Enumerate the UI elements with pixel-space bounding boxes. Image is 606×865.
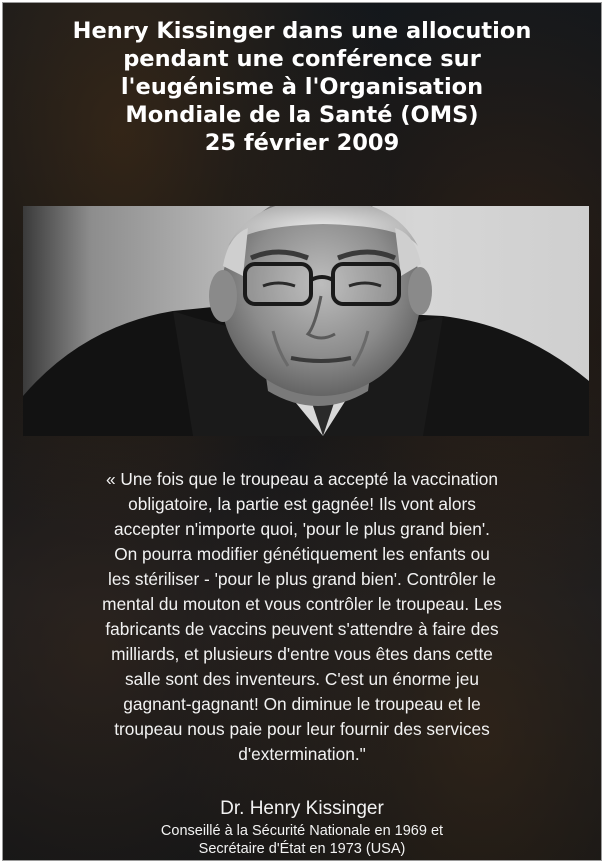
quote-line: gagnant-gagnant! On diminue le troupeau et le xyxy=(123,694,481,714)
quote-line: milliards, et plusieurs d'entre vous êtes dans cette xyxy=(111,644,493,664)
author-name: Dr. Henry Kissinger xyxy=(220,798,384,819)
quote-line: On pourra modifier génétiquement les enfants ou xyxy=(114,544,490,564)
quote-text xyxy=(25,467,579,767)
title-line: 25 février 2009 xyxy=(204,130,400,156)
quote-line: d'extermination." xyxy=(238,744,366,764)
poster-title xyxy=(13,17,591,157)
quote-line: fabricants de vaccins peuvent s'attendre à faire des xyxy=(105,619,499,639)
portrait-photo xyxy=(23,206,589,436)
title-line: Henry Kissinger dans une allocution xyxy=(72,18,532,44)
quote-line: « Une fois que le troupeau a accepté la vaccination xyxy=(106,469,498,489)
quote-line: mental du mouton et vous contrôler le troupeau. Les xyxy=(102,594,502,614)
quote-line: obligatoire, la partie est gagnée! Ils vont alors xyxy=(128,494,476,514)
role-line: Conseillé à la Sécurité Nationale en 1969 et xyxy=(160,823,444,839)
quote-line: troupeau nous paie pour leur fournir des services xyxy=(114,719,490,739)
quote-line: accepter n'importe quoi, 'pour le plus grand bien'. xyxy=(114,519,490,539)
quote-line: les stériliser - 'pour le plus grand bien'. Contrôler le xyxy=(108,569,496,589)
role-line: Secrétaire d'État en 1973 (USA) xyxy=(198,841,406,857)
author-role xyxy=(13,822,591,858)
title-line: l'eugénisme à l'Organisation xyxy=(120,74,484,100)
quote-line: salle sont des inventeurs. C'est un énorme jeu xyxy=(125,669,479,689)
title-line: pendant une conférence sur xyxy=(123,46,481,72)
poster xyxy=(2,2,602,861)
portrait-illustration xyxy=(23,206,589,436)
title-line: Mondiale de la Santé (OMS) xyxy=(125,102,479,128)
